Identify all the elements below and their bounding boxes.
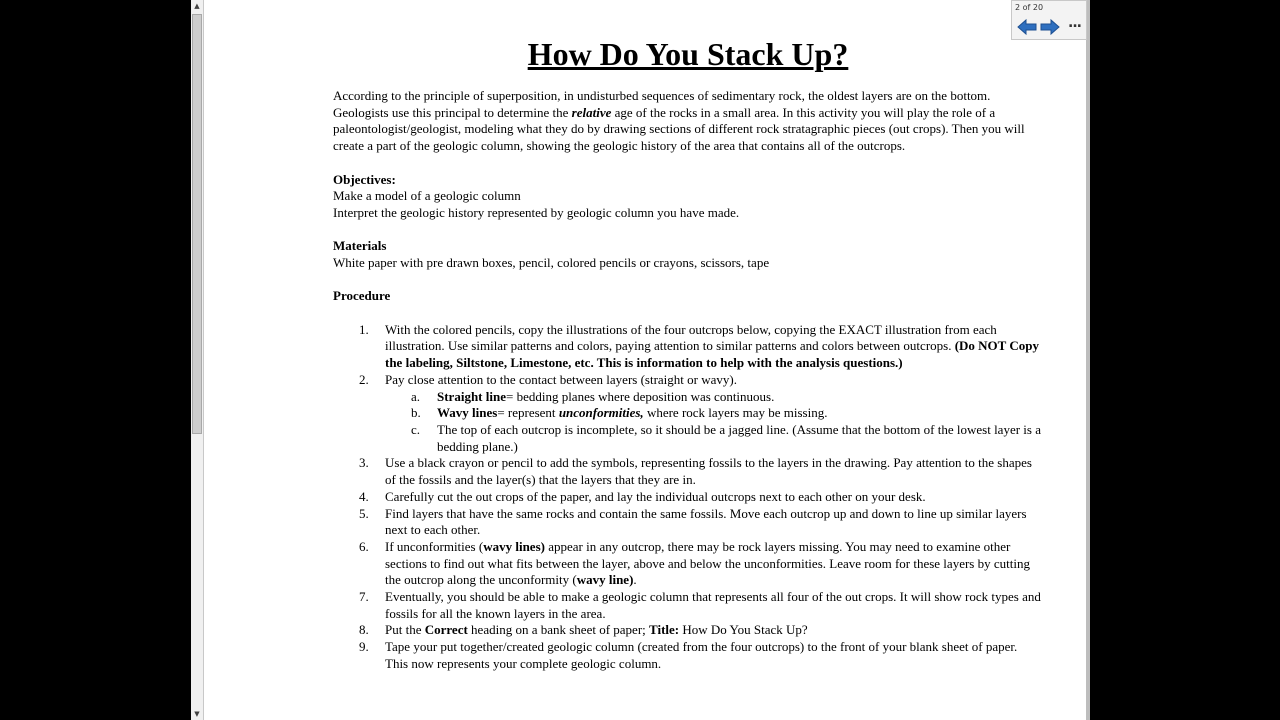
- more-options-button[interactable]: ...: [1068, 15, 1081, 31]
- materials-heading: Materials: [333, 238, 387, 254]
- procedure-step: 1. With the colored pencils, copy the illustrations of the four outcrops below, copying the EXACT illustration from each illustration. Use similar patterns and colors, paying attention to similar patterns and colors between outcrops. (Do NOT Copy the labeling, Siltstone, Limestone, etc. This is information to help with the analysis questions.): [359, 321, 1039, 371]
- procedure-step: 9. Tape your put together/created geologic column (created from the four outcrops) to the front of your blank sheet of paper. This now represents your complete geologic column.: [359, 639, 1018, 671]
- arrow-right-icon: [1040, 17, 1060, 37]
- previous-page-button[interactable]: [1017, 17, 1037, 37]
- document-viewer: [191, 0, 1090, 720]
- objectives-heading: Objectives:: [333, 171, 396, 187]
- objectives-section: [333, 172, 1043, 222]
- procedure-step: 3. Use a black crayon or pencil to add the symbols, representing fossils to the layers in the drawing. Pay attention to the shapes of the fossils and the layer(s) that the layers that they are in.: [359, 455, 1032, 488]
- materials-text: White paper with pre drawn boxes, pencil, colored pencils or crayons, scissors, tape: [333, 255, 770, 270]
- objective-item: Interpret the geologic history represented by geologic column you have made.: [333, 204, 740, 220]
- scroll-down-icon[interactable]: ▼: [194, 710, 200, 718]
- procedure-step: 5. Find layers that have the same rocks and contain the same fossils. Move each outcrop up and down to line up similar layers next to each other.: [359, 505, 1027, 538]
- scroll-thumb[interactable]: [192, 14, 202, 434]
- sub-step: c. The top of each outcrop is incomplete, so it should be a jagged line. (Assume that the bottom of the lowest layer is a bedding plane.): [411, 422, 1041, 454]
- document-title: How Do You Stack Up?: [527, 36, 849, 72]
- procedure-step: 2. Pay close attention to the contact between layers (straight or wavy). a. Straight line= bedding planes where deposition was continuous. b. Wavy lines= represent unconformities, where rock layers may be missing. c. The top of each outcrop is incomplete, so it should be a jagged line. (Assume that the bottom of the lowest layer is a bedding plane.): [359, 371, 1041, 454]
- procedure-heading: Procedure: [333, 288, 391, 304]
- sub-list: [385, 389, 1043, 456]
- arrow-left-icon: [1017, 17, 1037, 37]
- sub-step: a. Straight line= bedding planes where deposition was continuous.: [411, 388, 775, 404]
- procedure-step: 6. If unconformities (wavy lines) appear in any outcrop, there may be rock layers missing. You may need to examine other sections to find out what fits between the layer, above and below the unconformities. Leave room for these layers by cutting the outcrop along the unconformity (wavy line).: [359, 538, 1030, 588]
- next-page-button[interactable]: [1040, 17, 1060, 37]
- page-edge: [1086, 0, 1090, 720]
- scroll-up-icon[interactable]: ▲: [194, 2, 200, 10]
- page-navigation-widget: [1011, 0, 1087, 40]
- procedure-step: 8. Put the Correct heading on a bank sheet of paper; Title: How Do You Stack Up?: [359, 622, 808, 638]
- procedure-step: 7. Eventually, you should be able to make a geologic column that represents all four of the out crops. It will show rock types and fossils for all the known layers in the area.: [359, 589, 1041, 621]
- page-indicator: 2 of 20: [1015, 3, 1044, 12]
- materials-section: [333, 238, 1043, 271]
- vertical-scrollbar[interactable]: [191, 0, 204, 720]
- objective-item: Make a model of a geologic column: [333, 188, 521, 204]
- intro-paragraph: According to the principle of superposition, in undisturbed sequences of sedimentary rock, the oldest layers are on the bottom. Geologists use this principal to determine the relative age of the rocks in a small area. In this activity you will play the role of a paleontologist/geologist, modeling what they do by drawing sections of different rock stratagraphic pieces (out crops). Then you will create a part of the geologic column, showing the geologic history of the area that contains all of the outcrops.: [333, 88, 1025, 154]
- procedure-step: 4. Carefully cut the out crops of the paper, and lay the individual outcrops next to each other on your desk.: [359, 488, 926, 504]
- procedure-list: [333, 322, 1043, 673]
- sub-step: b. Wavy lines= represent unconformities, where rock layers may be missing.: [411, 405, 828, 421]
- document-page: [333, 34, 1043, 673]
